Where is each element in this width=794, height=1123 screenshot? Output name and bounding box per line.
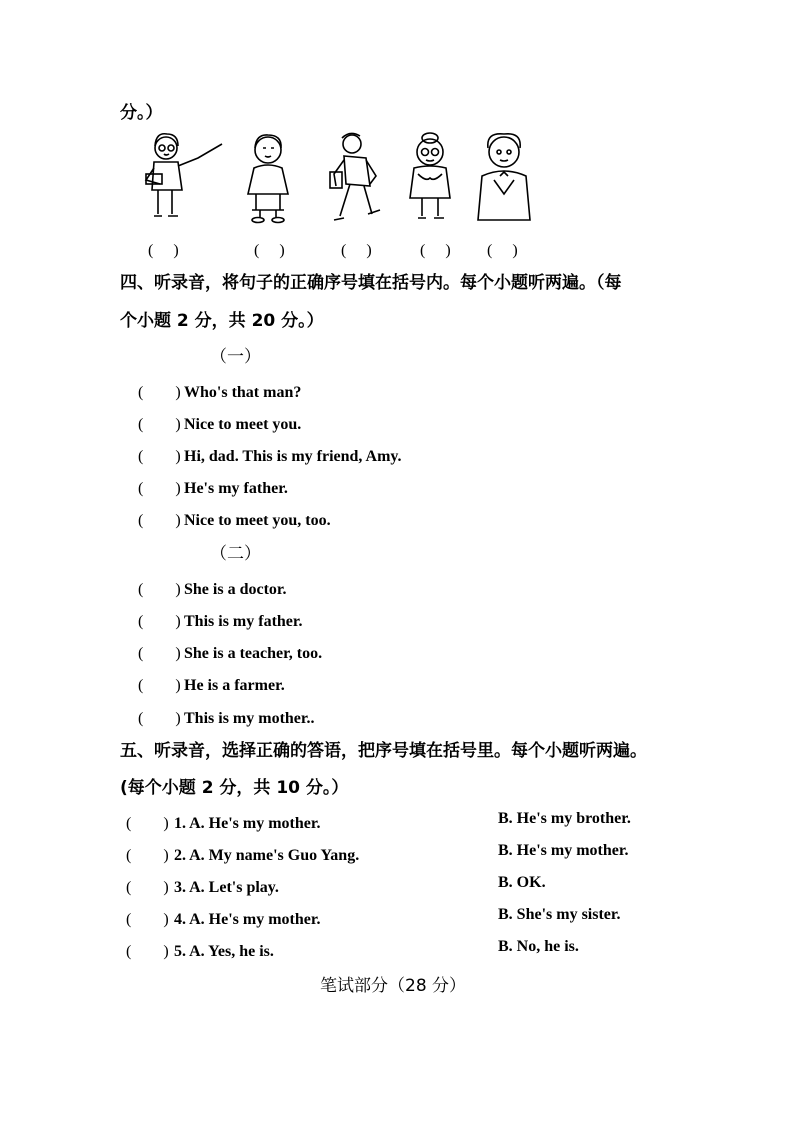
continued-instruction: 分。） xyxy=(120,103,163,123)
picture-blank-3[interactable]: ( ) xyxy=(341,242,372,259)
grandmother-picture xyxy=(404,128,460,224)
picture-blank-1[interactable]: ( ) xyxy=(148,242,179,259)
list-item: ( ) Nice to meet you, too. xyxy=(138,507,331,530)
option-a: 3. A. Let's play. xyxy=(174,879,279,896)
answer-blank[interactable]: ( ) xyxy=(138,416,181,433)
list-item: ( ) He is a farmer. xyxy=(138,672,285,695)
section4-heading: 四、听录音，将句子的正确序号填在括号内。每个小题听两遍。（每 xyxy=(120,273,622,293)
answer-blank[interactable]: ( ) xyxy=(126,847,169,864)
answer-blank[interactable]: ( ) xyxy=(126,815,169,832)
answer-blank[interactable]: ( ) xyxy=(138,512,181,529)
section5-heading-cont: (每个小题 2 分，共 10 分。） xyxy=(120,778,349,798)
list-item: ( ) Hi, dad. This is my friend, Amy. xyxy=(138,443,402,466)
option-b: B. He's my brother. xyxy=(498,810,631,827)
answer-blank[interactable]: ( ) xyxy=(138,581,181,598)
list-item: ( ) She is a doctor. xyxy=(138,576,287,599)
option-b: B. She's my sister. xyxy=(498,906,621,923)
teacher-picture xyxy=(138,128,228,220)
question-row xyxy=(126,842,686,865)
answer-blank[interactable]: ( ) xyxy=(138,645,181,662)
option-a: 2. A. My name's Guo Yang. xyxy=(174,847,360,864)
answer-blank[interactable]: ( ) xyxy=(138,384,181,401)
written-part-title: 笔试部分（28 分） xyxy=(320,976,467,996)
list-item: ( ) This is my father. xyxy=(138,608,303,631)
option-b: B. No, he is. xyxy=(498,938,579,955)
option-b: B. He's my mother. xyxy=(498,842,629,859)
list-item: ( ) He's my father. xyxy=(138,475,288,498)
part1-label: （一） xyxy=(210,347,261,367)
section5-heading: 五、听录音，选择正确的答语，把序号填在括号里。每个小题听两遍。 xyxy=(120,741,647,761)
picture-blank-2[interactable]: ( ) xyxy=(254,242,285,259)
option-a: 4. A. He's my mother. xyxy=(174,911,321,928)
answer-blank[interactable]: ( ) xyxy=(138,710,181,727)
list-item: ( ) Who's that man? xyxy=(138,379,301,402)
mother-picture xyxy=(238,128,298,224)
list-item: ( ) Nice to meet you. xyxy=(138,411,301,434)
list-item: ( ) She is a teacher, too. xyxy=(138,640,322,663)
answer-blank[interactable]: ( ) xyxy=(126,943,169,960)
part2-label: （二） xyxy=(210,544,261,564)
boy-picture xyxy=(472,128,538,224)
option-a: 5. A. Yes, he is. xyxy=(174,943,274,960)
option-b: B. OK. xyxy=(498,874,546,891)
list-item: ( ) This is my mother.. xyxy=(138,705,315,728)
section4-heading-cont: 个小题 2 分，共 20 分。） xyxy=(120,311,324,331)
question-row xyxy=(126,938,686,961)
answer-blank[interactable]: ( ) xyxy=(126,911,169,928)
answer-blank[interactable]: ( ) xyxy=(138,448,181,465)
question-row xyxy=(126,874,686,897)
answer-blank[interactable]: ( ) xyxy=(138,480,181,497)
picture-blank-5[interactable]: ( ) xyxy=(487,242,518,259)
walking-man-picture xyxy=(326,128,386,224)
question-row xyxy=(126,906,686,929)
answer-blank[interactable]: ( ) xyxy=(138,677,181,694)
answer-blank[interactable]: ( ) xyxy=(126,879,169,896)
option-a: 1. A. He's my mother. xyxy=(174,815,321,832)
answer-blank[interactable]: ( ) xyxy=(138,613,181,630)
question-row xyxy=(126,810,686,833)
picture-blank-4[interactable]: ( ) xyxy=(420,242,451,259)
